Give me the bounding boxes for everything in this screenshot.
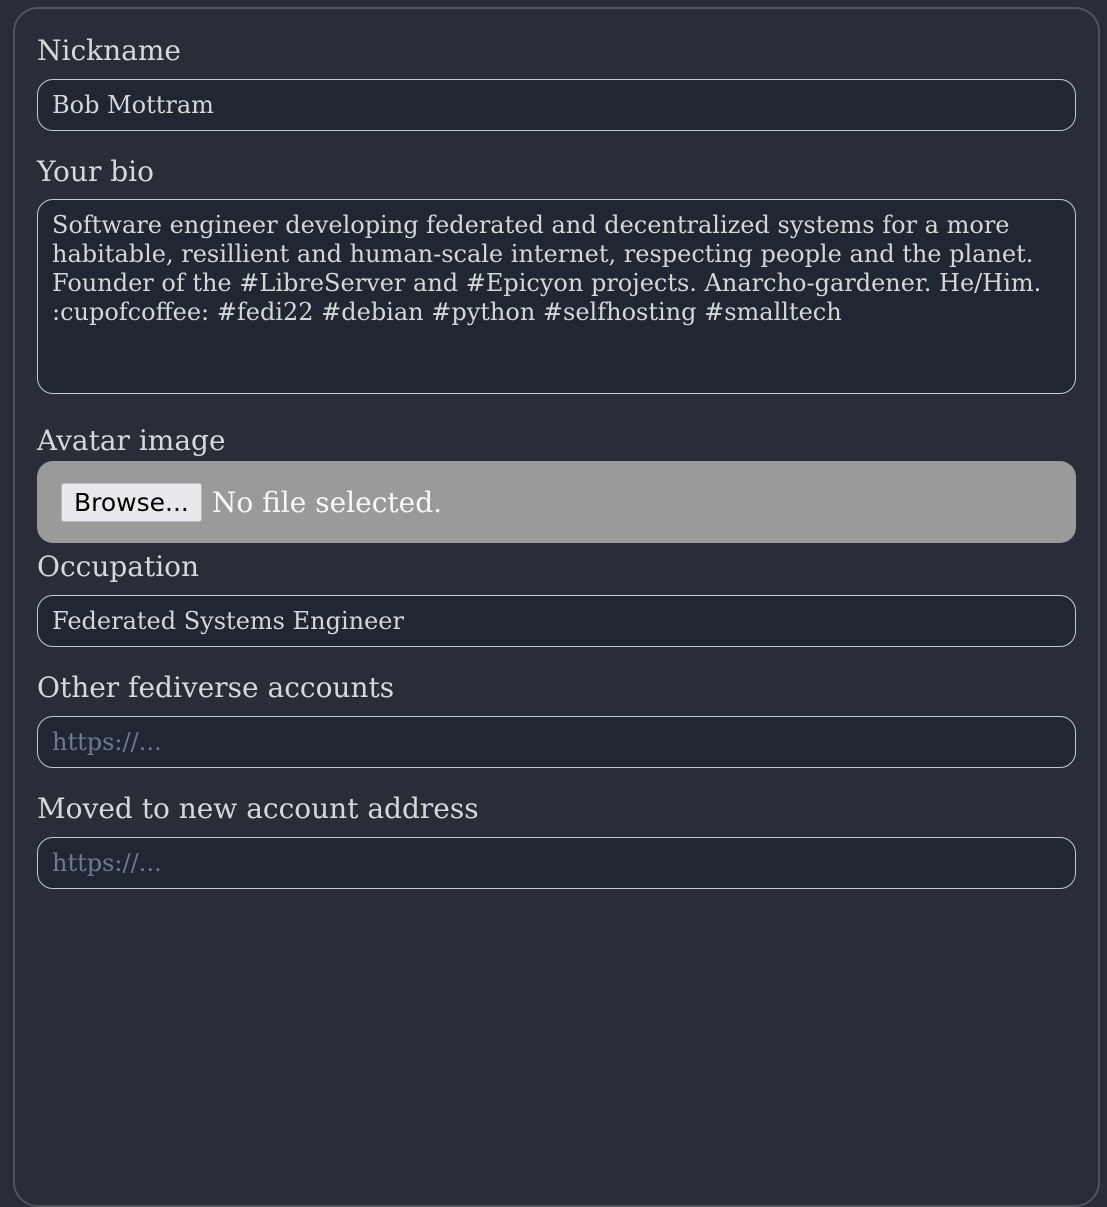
- field-bio: [37, 154, 1076, 394]
- occupation-label: Occupation: [37, 550, 200, 583]
- nickname-input[interactable]: [37, 79, 1076, 131]
- nickname-label: Nickname: [37, 34, 181, 67]
- bio-textarea[interactable]: [37, 199, 1076, 394]
- field-nickname: [37, 33, 1076, 131]
- avatar-label: Avatar image: [37, 424, 226, 457]
- bio-label: Your bio: [37, 155, 154, 188]
- field-moved-to-new-account: [37, 791, 1076, 889]
- field-other-fediverse-accounts: [37, 670, 1076, 768]
- field-avatar: [37, 423, 1076, 543]
- avatar-file-input[interactable]: [37, 461, 1076, 543]
- browse-button[interactable]: Browse...: [61, 483, 202, 522]
- moved-to-input[interactable]: [37, 837, 1076, 889]
- profile-settings-panel: [13, 7, 1100, 1207]
- other-accounts-label: Other fediverse accounts: [37, 671, 395, 704]
- file-status-text: No file selected.: [211, 485, 443, 519]
- other-accounts-input[interactable]: [37, 716, 1076, 768]
- field-occupation: [37, 549, 1076, 647]
- moved-to-label: Moved to new account address: [37, 792, 479, 825]
- occupation-input[interactable]: [37, 595, 1076, 647]
